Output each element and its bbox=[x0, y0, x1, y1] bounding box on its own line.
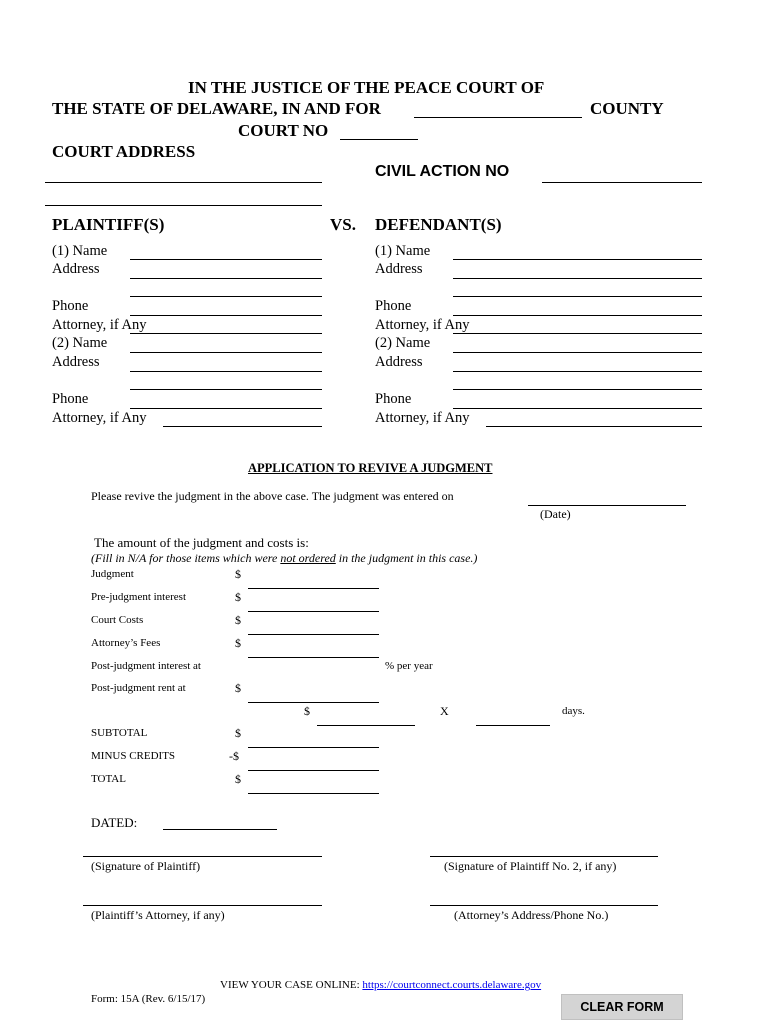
defendant1-phone-field[interactable] bbox=[453, 299, 702, 316]
plaintiff1-address-label: Address bbox=[52, 261, 100, 277]
attorney-address-caption: (Attorney’s Address/Phone No.) bbox=[454, 908, 609, 922]
plaintiff1-attorney-field[interactable] bbox=[130, 317, 322, 334]
prejudgment-dollar: $ bbox=[235, 590, 241, 604]
plaintiff2-phone-label: Phone bbox=[52, 391, 89, 407]
plaintiff1-phone-field[interactable] bbox=[130, 299, 322, 316]
defendant1-attorney-field[interactable] bbox=[453, 317, 702, 334]
plaintiff1-name-label: (1) Name bbox=[52, 243, 108, 259]
revive-text: Please revive the judgment in the above case. The judgment was entered on bbox=[91, 489, 454, 503]
plaintiff2-attorney-field[interactable] bbox=[163, 410, 322, 427]
court-address-label: COURT ADDRESS bbox=[52, 142, 196, 161]
attorneys-fees-field[interactable] bbox=[248, 641, 379, 658]
daily-rent-dollar: $ bbox=[304, 704, 310, 718]
days-label: days. bbox=[562, 705, 585, 717]
defendant1-name-label: (1) Name bbox=[375, 243, 431, 259]
minus-credits-label: MINUS CREDITS bbox=[91, 750, 176, 762]
plaintiff-signature-field[interactable] bbox=[83, 840, 322, 857]
civil-action-no-label: CIVIL ACTION NO bbox=[375, 163, 510, 180]
court-title-line2: THE STATE OF DELAWARE, IN AND FOR bbox=[52, 99, 381, 118]
court-no-label: COURT NO bbox=[238, 121, 329, 140]
defendant1-address-field-2[interactable] bbox=[453, 280, 702, 297]
county-label: COUNTY bbox=[590, 99, 664, 118]
daily-rent-amount-field[interactable] bbox=[317, 709, 415, 726]
defendants-heading: DEFENDANT(S) bbox=[375, 215, 502, 234]
postjudgment-interest-label: Post-judgment interest at bbox=[91, 660, 201, 672]
postjudgment-interest-rate-field[interactable] bbox=[248, 663, 379, 679]
attorney-address-field[interactable] bbox=[430, 889, 658, 906]
plaintiff1-phone-label: Phone bbox=[52, 298, 89, 314]
defendant2-name-label: (2) Name bbox=[375, 335, 431, 351]
versus-label: VS. bbox=[330, 215, 356, 234]
defendant2-phone-label: Phone bbox=[375, 391, 412, 407]
plaintiff1-attorney-label: Attorney, if Any bbox=[52, 317, 147, 333]
defendant1-address-field-1[interactable] bbox=[453, 262, 702, 279]
subtotal-field[interactable] bbox=[248, 731, 379, 748]
plaintiff1-address-field-2[interactable] bbox=[130, 280, 322, 297]
clear-form-button[interactable]: CLEAR FORM bbox=[561, 994, 683, 1020]
defendant2-attorney-field[interactable] bbox=[486, 410, 702, 427]
plaintiff2-attorney-label: Attorney, if Any bbox=[52, 410, 147, 426]
civil-action-no-field[interactable] bbox=[542, 166, 702, 183]
defendant2-attorney-label: Attorney, if Any bbox=[375, 410, 470, 426]
attorneys-fees-dollar: $ bbox=[235, 636, 241, 650]
view-case-online: VIEW YOUR CASE ONLINE: https://courtconnect.courts.delaware.gov bbox=[220, 979, 542, 991]
dated-field[interactable] bbox=[163, 813, 277, 830]
application-title: APPLICATION TO REVIVE A JUDGMENT bbox=[248, 461, 493, 475]
plaintiff2-address-field-2[interactable] bbox=[130, 373, 322, 390]
court-title-line1: IN THE JUSTICE OF THE PEACE COURT OF bbox=[188, 78, 545, 97]
plaintiffs-heading: PLAINTIFF(S) bbox=[52, 215, 165, 234]
plaintiff2-address-label: Address bbox=[52, 354, 100, 370]
plaintiff-signature-caption: (Signature of Plaintiff) bbox=[91, 859, 201, 873]
date-caption: (Date) bbox=[540, 507, 571, 521]
court-costs-label: Court Costs bbox=[91, 614, 144, 626]
county-field[interactable] bbox=[414, 101, 582, 118]
plaintiff2-signature-field[interactable] bbox=[430, 840, 658, 857]
judgment-amount-field[interactable] bbox=[248, 572, 379, 589]
times-label: X bbox=[440, 704, 449, 718]
subtotal-dollar: $ bbox=[235, 726, 241, 740]
plaintiff2-signature-caption: (Signature of Plaintiff No. 2, if any) bbox=[444, 859, 617, 873]
courtconnect-link[interactable]: https://courtconnect.courts.delaware.gov bbox=[362, 979, 542, 991]
plaintiff1-address-field-1[interactable] bbox=[130, 262, 322, 279]
defendant1-name-field[interactable] bbox=[453, 243, 702, 260]
amount-intro: The amount of the judgment and costs is: bbox=[94, 535, 309, 550]
dated-label: DATED: bbox=[91, 815, 138, 830]
judgment-dollar: $ bbox=[235, 567, 241, 581]
defendant1-address-label: Address bbox=[375, 261, 423, 277]
defendant2-address-field-1[interactable] bbox=[453, 355, 702, 372]
defendant1-phone-label: Phone bbox=[375, 298, 412, 314]
minus-credits-field[interactable] bbox=[248, 754, 379, 771]
plaintiff-attorney-field[interactable] bbox=[83, 889, 322, 906]
plaintiff2-name-label: (2) Name bbox=[52, 335, 108, 351]
court-costs-field[interactable] bbox=[248, 618, 379, 635]
judgment-date-field[interactable] bbox=[528, 489, 686, 506]
court-costs-dollar: $ bbox=[235, 613, 241, 627]
defendant2-phone-field[interactable] bbox=[453, 392, 702, 409]
total-field[interactable] bbox=[248, 777, 379, 794]
court-address-line1[interactable] bbox=[45, 166, 322, 183]
prejudgment-interest-field[interactable] bbox=[248, 595, 379, 612]
postjudgment-rent-field[interactable] bbox=[248, 686, 379, 703]
percent-per-year-label: % per year bbox=[385, 660, 433, 672]
plaintiff-attorney-caption: (Plaintiff’s Attorney, if any) bbox=[91, 908, 225, 922]
defendant1-attorney-label: Attorney, if Any bbox=[375, 317, 470, 333]
total-label: TOTAL bbox=[91, 773, 126, 785]
plaintiff1-name-field[interactable] bbox=[130, 243, 322, 260]
judgment-label: Judgment bbox=[91, 568, 134, 580]
prejudgment-interest-label: Pre-judgment interest bbox=[91, 591, 187, 603]
postjudgment-rent-dollar: $ bbox=[235, 681, 241, 695]
plaintiff2-address-field-1[interactable] bbox=[130, 355, 322, 372]
fill-instruction: (Fill in N/A for those items which were not ordered in the judgment in this case.) bbox=[91, 551, 478, 565]
attorneys-fees-label: Attorney’s Fees bbox=[91, 637, 161, 649]
form-number: Form: 15A (Rev. 6/15/17) bbox=[91, 993, 206, 1005]
defendant2-address-label: Address bbox=[375, 354, 423, 370]
days-count-field[interactable] bbox=[476, 709, 550, 726]
postjudgment-rent-label: Post-judgment rent at bbox=[91, 682, 186, 694]
court-no-field[interactable] bbox=[340, 123, 418, 140]
defendant2-name-field[interactable] bbox=[453, 336, 702, 353]
subtotal-label: SUBTOTAL bbox=[91, 727, 148, 739]
plaintiff2-phone-field[interactable] bbox=[130, 392, 322, 409]
defendant2-address-field-2[interactable] bbox=[453, 373, 702, 390]
court-address-line2[interactable] bbox=[45, 189, 322, 206]
plaintiff2-name-field[interactable] bbox=[130, 336, 322, 353]
minus-credits-dollar: -$ bbox=[229, 749, 239, 763]
total-dollar: $ bbox=[235, 772, 241, 786]
